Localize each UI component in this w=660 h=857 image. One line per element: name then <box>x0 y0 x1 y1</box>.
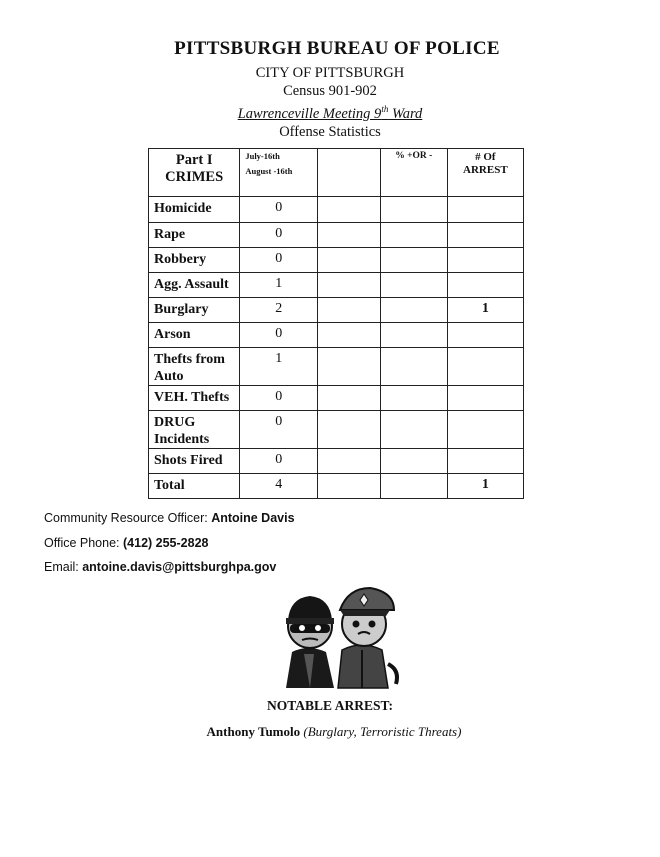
offense-count: 4 <box>240 474 318 499</box>
page-subtitle: Offense Statistics <box>279 123 381 140</box>
blank-cell <box>318 348 381 386</box>
col-header-crimes: Part I CRIMES <box>149 149 240 197</box>
arrest-count: 1 <box>447 298 523 323</box>
notable-arrest-heading: NOTABLE ARREST: <box>267 698 393 713</box>
meeting-name: Lawrenceville Meeting 9th Ward <box>237 104 423 122</box>
percent-change <box>380 197 447 223</box>
offense-count: 0 <box>240 449 318 474</box>
arrest-count <box>447 348 523 386</box>
robber-and-police-cartoon-icon <box>278 584 402 690</box>
percent-change <box>380 386 447 411</box>
percent-change <box>380 298 447 323</box>
blank-cell <box>318 323 381 348</box>
offense-count: 2 <box>240 298 318 323</box>
percent-change <box>380 223 447 248</box>
phone-line: Office Phone: (412) 255-2828 <box>44 536 209 550</box>
email-line: Email: antoine.davis@pittsburghpa.gov <box>44 560 277 574</box>
crime-name: Rape <box>149 223 240 248</box>
offense-count: 0 <box>240 197 318 223</box>
blank-cell <box>318 298 381 323</box>
percent-change <box>380 248 447 273</box>
percent-change <box>380 411 447 449</box>
table-row <box>149 197 524 223</box>
table-row <box>149 449 524 474</box>
page-title: PITTSBURGH BUREAU OF POLICE <box>174 38 500 59</box>
crime-name: Arson <box>149 323 240 348</box>
arrest-count <box>447 197 523 223</box>
crime-name: Thefts from Auto <box>149 348 240 386</box>
table-header-row <box>149 149 524 197</box>
blank-cell <box>318 248 381 273</box>
col-header-period: July-16th August -16th <box>240 149 318 197</box>
crime-name: Homicide <box>149 197 240 223</box>
arrest-count <box>447 223 523 248</box>
crime-name: Burglary <box>149 298 240 323</box>
arrest-count <box>447 449 523 474</box>
offense-statistics-table <box>148 148 524 499</box>
col-header-percent: % +OR - <box>380 149 447 197</box>
crime-name: Shots Fired <box>149 449 240 474</box>
notable-arrest-detail: Anthony Tumolo (Burglary, Terroristic Threats) <box>206 724 462 739</box>
offense-count: 0 <box>240 411 318 449</box>
percent-change <box>380 323 447 348</box>
offense-count: 0 <box>240 386 318 411</box>
col-header-blank <box>318 149 381 197</box>
city-name: CITY OF PITTSBURGH <box>255 65 405 81</box>
blank-cell <box>318 197 381 223</box>
table-row <box>149 348 524 386</box>
offense-count: 1 <box>240 273 318 298</box>
blank-cell <box>318 449 381 474</box>
arrest-count: 1 <box>447 474 523 499</box>
crime-name: Robbery <box>149 248 240 273</box>
arrest-count <box>447 273 523 298</box>
offense-count: 1 <box>240 348 318 386</box>
table-row <box>149 223 524 248</box>
percent-change <box>380 474 447 499</box>
table-row <box>149 386 524 411</box>
table-row <box>149 273 524 298</box>
crime-name: VEH. Thefts <box>149 386 240 411</box>
table-row <box>149 298 524 323</box>
percent-change <box>380 273 447 298</box>
blank-cell <box>318 386 381 411</box>
document-header <box>0 38 660 141</box>
blank-cell <box>318 474 381 499</box>
arrest-count <box>447 411 523 449</box>
col-header-arrests: # Of ARREST <box>447 149 523 197</box>
percent-change <box>380 348 447 386</box>
arrest-count <box>447 386 523 411</box>
table-row <box>149 411 524 449</box>
crime-name: Total <box>149 474 240 499</box>
table-row <box>149 474 524 499</box>
offense-count: 0 <box>240 248 318 273</box>
officer-line: Community Resource Officer: Antoine Davis <box>44 511 295 525</box>
arrest-count <box>447 248 523 273</box>
offense-count: 0 <box>240 323 318 348</box>
blank-cell <box>318 223 381 248</box>
crime-name: DRUG Incidents <box>149 411 240 449</box>
table-row <box>149 248 524 273</box>
offense-count: 0 <box>240 223 318 248</box>
crime-name: Agg. Assault <box>149 273 240 298</box>
arrest-count <box>447 323 523 348</box>
percent-change <box>380 449 447 474</box>
census-tract: Census 901-902 <box>283 83 377 99</box>
table-row <box>149 323 524 348</box>
blank-cell <box>318 411 381 449</box>
blank-cell <box>318 273 381 298</box>
